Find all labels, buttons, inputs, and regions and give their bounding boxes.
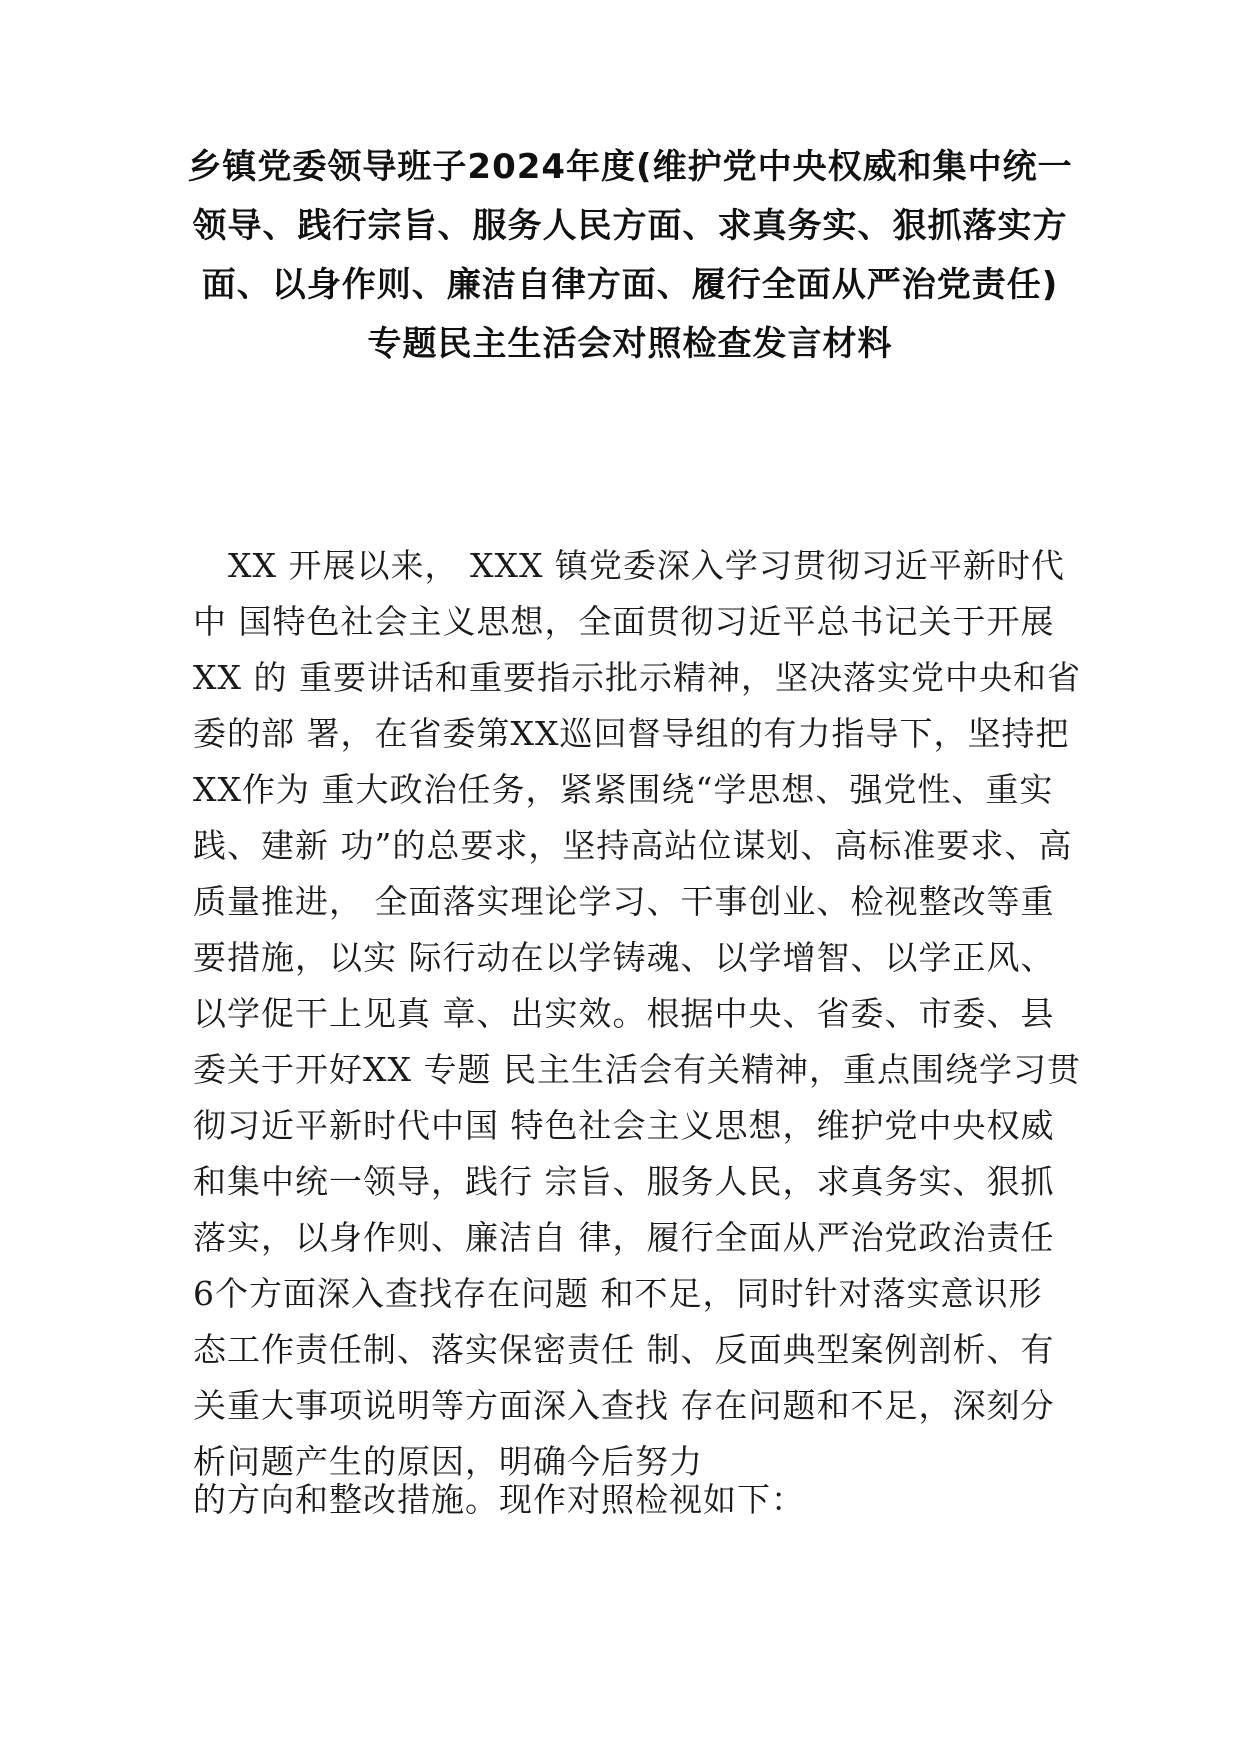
- body-line: 关重大事项说明等方面深入查找 存在问题和不足，深刻分: [193, 1386, 1055, 1425]
- body-line: 和集中统一领导，践行 宗旨、服务人民，求真务实、狠抓: [193, 1162, 1055, 1201]
- title-line: 乡镇党委领导班子2024年度(维护党中央权威和集中统一: [187, 147, 1073, 187]
- title-line: 领导、践行宗旨、服务人民方面、求真务实、狠抓落实方: [192, 206, 1068, 246]
- body-line: 以学促干上见真 章、出实效。根据中央、省委、市委、县: [193, 994, 1055, 1033]
- body-line: 6个方面深入查找存在问题 和不足，同时针对落实意识形: [193, 1274, 1043, 1313]
- body-line: 彻习近平新时代中国 特色社会主义思想，维护党中央权威: [193, 1106, 1055, 1145]
- closing-line: 的方向和整改措施。现作对照检视如下：: [193, 1480, 805, 1519]
- document-title: [180, 138, 1080, 374]
- body-line: XX 开展以来， XXX 镇党委深入学习贯彻习近平新时代: [228, 546, 1065, 585]
- body-line: XX 的 重要讲话和重要指示批示精神，坚决落实党中央和省: [193, 658, 1081, 697]
- body-line: 落实，以身作则、廉洁自 律，履行全面从严治党政治责任: [193, 1218, 1055, 1257]
- body-line: 要措施，以实 际行动在以学铸魂、以学增智、以学正风、: [193, 938, 1055, 977]
- body-line: 委的部 署，在省委第XX巡回督导组的有力指导下，坚持把: [193, 714, 1070, 753]
- body-line: 中 国特色社会主义思想，全面贯彻习近平总书记关于开展: [193, 602, 1055, 641]
- title-line: 专题民主生活会对照检查发言材料: [367, 324, 893, 364]
- title-line: 面、以身作则、廉洁自律方面、履行全面从严治党责任): [201, 265, 1059, 305]
- body-line: 委关于开好XX 专题 民主生活会有关精神，重点围绕学习贯: [193, 1050, 1081, 1089]
- body-line: 态工作责任制、落实保密责任 制、反面典型案例剖析、有: [193, 1330, 1055, 1369]
- body-line: 析问题产生的原因，明确今后努力: [193, 1442, 703, 1481]
- body-line: 践、建新 功”的总要求，坚持高站位谋划、高标准要求、高: [193, 826, 1073, 865]
- body-line: 质量推进， 全面落实理论学习、干事创业、检视整改等重: [193, 882, 1055, 921]
- body-line: XX作为 重大政治任务，紧紧围绕“学思想、强党性、重实: [193, 770, 1054, 809]
